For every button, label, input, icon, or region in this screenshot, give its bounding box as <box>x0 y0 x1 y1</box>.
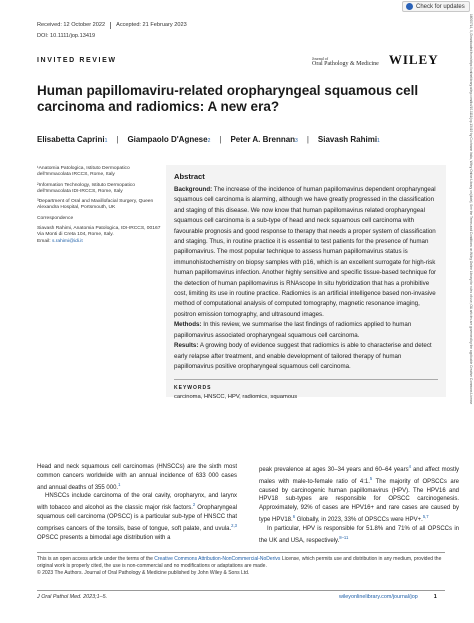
results-text: A growing body of evidence suggest that radiomics is able to characterise and detect early relapse after treatment, and enable development of tailored therapy of human papillomavirus positive oropharyngeal squamous cell carcinoma. <box>174 342 432 370</box>
author-affil-ref[interactable]: 1 <box>104 138 108 144</box>
copyright-text: © 2023 The Authors. Journal of Oral Pathology & Medicine published by John Wiley & Sons Ltd. <box>37 570 250 577</box>
citation-ref[interactable]: 6 <box>292 513 296 519</box>
affiliation-2: ²Information Technology, Istituto Dermopatico dell'Immacolata IDI-IRCCS, Rome, Italy <box>37 182 135 194</box>
license-footnote <box>37 556 447 578</box>
abstract-methods <box>174 320 438 341</box>
author-separator: | <box>219 135 222 144</box>
correspondence-heading: Correspondence <box>37 215 74 221</box>
keywords-divider <box>174 379 438 380</box>
methods-text: In this review, we summarise the last findings of radiomics applied to human papillomavirus associated oropharyngeal squamous cell carcinoma. <box>174 321 412 339</box>
author-list <box>37 135 380 144</box>
author-affil-ref[interactable]: 2 <box>207 138 211 144</box>
article-title: Human papillomaviru-related oropharyngeal squamous cell carcinoma and radiomics: A new era? <box>37 83 419 114</box>
section-label: INVITED REVIEW <box>37 57 117 64</box>
citation-ref[interactable]: 1 <box>118 481 121 487</box>
affiliation-1: ¹Anatomia Patologica, Istituto Dermopatico dell'Immacolata IRCCS, Rome, Italy <box>37 166 130 178</box>
doi[interactable]: DOI: 10.1111/jop.13419 <box>37 33 96 39</box>
paragraph-text: Head and neck squamous cell carcinomas (HNSCCs) are the sixth most common cancers worldwide with an annual incidence of 633 000 cases and annual deaths of 355 000. <box>37 464 237 491</box>
keywords: carcinoma, HNSCC, HPV, radiomics, squamous <box>174 393 298 400</box>
paragraph-text: The majority of OPSCCs are caused by carcinogenic human papillomavirus (HPV). The HPV16 and HPV18 sub-types are responsible for OPSCC carcinogenesis. Approximately, 92% of cases are HPV16+ and rare cases are caused by type HPV18. <box>259 478 459 523</box>
correspondence-block <box>37 226 162 245</box>
citation-ref[interactable]: 4 <box>408 464 411 469</box>
journal-citation: J Oral Pathol Med. 2023;1–5. <box>37 594 108 600</box>
paragraph <box>259 463 459 525</box>
paragraph-text: In particular, HPV is responsible for 51.8% and 71% of all OPSCCs in the UK and USA, respectively. <box>259 525 459 544</box>
received-date: Received: 12 October 2022 <box>37 22 106 28</box>
article-dates <box>37 22 187 29</box>
publisher-logo: WILEY <box>388 52 439 67</box>
citation-ref[interactable]: 8–11 <box>339 534 349 540</box>
email-link[interactable]: s.rahimi@idi.it <box>51 238 83 244</box>
check-for-updates-button[interactable] <box>402 1 470 12</box>
paragraph-text: Oropharyngeal squamous cell carcinoma (OPSCC) is a particular sub-type of HNSCC that comprises cancers of the tonsils, base of tongue, soft palate, and uvula. <box>37 505 237 532</box>
journal-name <box>312 57 379 68</box>
check-updates-label: Check for updates <box>416 3 465 10</box>
paragraph-text: Globally, in 2023, 33% of OPSCCs were HPV+. <box>295 516 423 523</box>
affiliation-3: ³Department of Oral and Maxillofacial Surgery, Queen Alexandra Hospital, Portsmouth, UK <box>37 199 154 211</box>
download-side-strip <box>465 14 474 614</box>
journal-name-small: Journal of <box>312 56 329 62</box>
side-strip-text: 16000714, 0, Downloaded from https://onlinelibrary.wiley.com/doi/10.1111/jop.13419 by Cochrane Italia, Wiley Online Library on [date]. See the Terms and Conditions on Wiley Online Library for rules of use; OA articles are governed by the applicable Creative Commons License <box>469 14 473 405</box>
footer-right <box>339 594 437 600</box>
footnote-divider <box>37 552 445 553</box>
methods-label: Methods: <box>174 321 202 329</box>
paragraph <box>37 492 237 542</box>
citation-ref[interactable]: 2 <box>192 502 196 508</box>
journal-url-link[interactable]: wileyonlinelibrary.com/journal/jop <box>339 594 418 600</box>
date-separator <box>110 22 111 29</box>
paragraph <box>37 463 237 492</box>
accepted-date: Accepted: 21 February 2023 <box>116 22 187 28</box>
paragraph-text: HNSCCs include carcinoma of the oral cavity, oropharynx, and larynx with tobacco and alcohol as the classic major risk factors. <box>37 493 237 512</box>
abstract-box <box>166 165 446 400</box>
paragraph-text: OPSCC presents a bimodal age distribution with a <box>37 534 171 541</box>
correspondence-address: Siavash Rahimi, Anatomia Patologica, IDI-IRCCS, 00167 Via Monti di Creta 104, Rome, Italy. <box>37 226 161 238</box>
license-text: This is an open access article under the terms of the <box>37 556 155 562</box>
background-label: Background: <box>174 186 213 193</box>
body-column-right <box>259 463 459 545</box>
author-name[interactable]: Elisabetta Caprini <box>37 135 105 144</box>
journal-logo <box>312 52 439 68</box>
license-link[interactable]: Creative Commons Attribution-NonCommercial-NoDerivs <box>154 556 281 562</box>
author-name[interactable]: Siavash Rahimi <box>317 135 378 144</box>
journal-name-main: Oral Pathology & Medicine <box>312 61 379 68</box>
paragraph-text: and affect mostly males with male-to-female ratio of 4:1. <box>259 467 459 485</box>
page-number: 1 <box>433 594 437 600</box>
affiliations <box>37 166 162 249</box>
background-text: The increase of the incidence of human papillomavirus dependent oropharyngeal squamous cell carcinoma is alarming, although we have greatly progressed in the classification and staging of this disease. We now know that human papillomavirus related oropharyngeal squamous cell carcinoma is a sub-type of head and neck squamous cell carcinoma with favourable prognosis and good response to therapy that needs a proper system of classification and staging. Thus, in routine practice it is essential to test patients for the presence of human papillomavirus. The most popular technique to assess human papillomavirus status is immunohistochemistry on biopsy samples with p16, which is an excellent surrogate for high-risk human papillomavirus infection. Another highly sensitive and specific tissue-based technique for the detection of human papillomavirus is RNAscope In situ hybridization that has a prohibitive cost, limiting its use in routine practice. Radiomics is an artificial intelligence based non-invasive method of computational analysis of computed tomography, magnetic resonance imaging, positron emission tomography, and ultrasound images. <box>174 186 437 318</box>
update-badge-icon <box>406 3 413 10</box>
author-affil-ref[interactable]: 1 <box>377 138 380 144</box>
abstract-background <box>174 185 438 320</box>
citation-ref[interactable]: 5 <box>369 475 373 481</box>
citation-ref[interactable]: 2,3 <box>231 522 237 528</box>
abstract-results <box>174 341 438 372</box>
author-affil-ref[interactable]: 3 <box>295 138 298 144</box>
paragraph <box>259 525 459 546</box>
license-text: License, which permits use and distribution in any medium, provided the original work is properly cited, the use is non-commercial and no modifications or adaptations are made. <box>37 556 442 570</box>
body-column-left <box>37 463 237 542</box>
author-separator: | <box>306 135 309 144</box>
footer-divider <box>37 590 445 591</box>
abstract-text <box>174 185 438 372</box>
abstract-heading: Abstract <box>174 172 205 181</box>
results-label: Results: <box>174 342 199 350</box>
keywords-heading: KEYWORDS <box>174 384 212 391</box>
author-separator: | <box>116 135 119 144</box>
citation-ref[interactable]: 5,7 <box>422 513 429 519</box>
email-label: Email: <box>37 238 51 244</box>
author-name[interactable]: Giampaolo D'Agnese <box>127 135 208 144</box>
author-name[interactable]: Peter A. Brennan <box>230 135 296 144</box>
paragraph-text: peak prevalence at ages 30–34 years and 60–64 years <box>259 467 409 473</box>
